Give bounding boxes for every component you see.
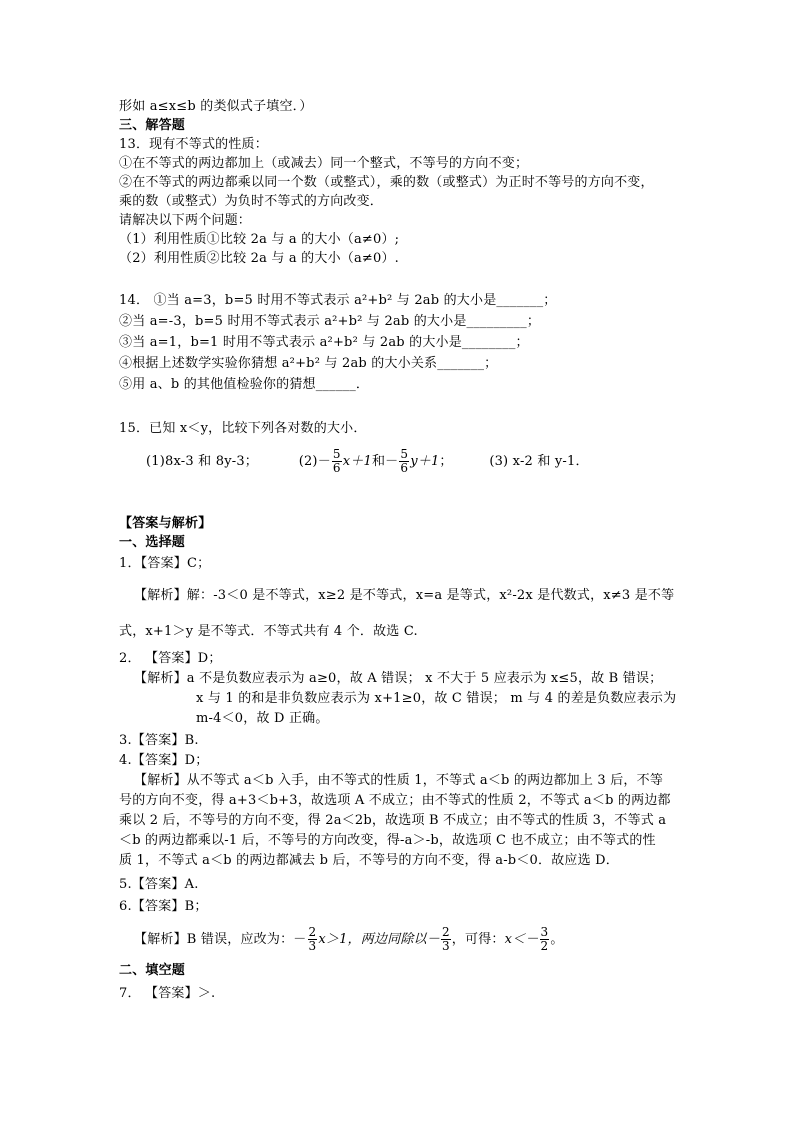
text-line: ②当 a=-3，b=5 时用不等式表示 a²+b² 与 2ab 的大小是_________； — [119, 314, 541, 329]
text-line: 形如 a≤x≤b 的类似式子填空．） — [119, 99, 313, 114]
section-heading: 三、解答题 — [119, 118, 186, 133]
explanation-line: m-4＜0，故 D 正确。 — [196, 711, 329, 726]
text-line: 请解决以下两个问题： — [119, 213, 252, 228]
question-15-parts: (1)8x-3 和 8y-3； (2)－ $\frac{5}{6}$ x＋1和－ $\frac{5}{6}$ y＋1； (3) x-2 和 y-1． — [146, 447, 589, 475]
text-line: ③当 a=1，b=1 时用不等式表示 a²+b² 与 2ab 的大小是________； — [119, 335, 529, 350]
question-13: 13．现有不等式的性质： — [119, 137, 268, 152]
answer-3: 3.【答案】B. — [119, 733, 199, 748]
explanation-line: 乘以 2 后，不等号的方向不变，得 2a＜2b，故选项 B 不成立；由不等式的性质 3，不等式 a — [119, 813, 667, 828]
explanation-line: ＜b 的两边都乘以-1 后，不等号的方向改变，得-a＞-b，故选项 C 也不成立；由不等式的性 — [119, 833, 656, 848]
text-line: （1）利用性质①比较 2a 与 a 的大小（a≠0）; — [119, 232, 400, 247]
fraction: $\frac{2}{3}$ — [441, 925, 450, 953]
explanation-line: 【解析】B 错误，应改为：－ $\frac{2}{3}$ x＞1，两边同除以－ $\frac{2}{3}$ ，可得：x＜－ $\frac{3}{2}$ 。 — [134, 925, 564, 953]
answer-7: 7． 【答案】＞. — [119, 986, 216, 1001]
explanation-line: 【解析】a 不是负数应表示为 a≥0，故 A 错误； x 不大于 5 应表示为 x≤5，故 B 错误； — [134, 671, 663, 686]
explanation-line: x 与 1 的和是非负数应表示为 x+1≥0，故 C 错误； m 与 4 的差是负数应表示为 — [196, 691, 677, 706]
answers-title: 【答案与解析】 — [119, 516, 212, 531]
part-1: (1)8x-3 和 8y-3； — [146, 454, 258, 469]
section-heading: 一、选择题 — [119, 535, 186, 550]
fraction: $\frac{2}{3}$ — [308, 925, 317, 953]
text-line: 乘的数（或整式）为负时不等式的方向改变． — [119, 194, 384, 209]
fraction: $\frac{5}{6}$ — [400, 447, 409, 475]
answer-6: 6.【答案】B； — [119, 899, 208, 914]
question-14: 14． ①当 a=3，b=5 时用不等式表示 a²+b² 与 2ab 的大小是_______； — [119, 293, 557, 308]
part-3: (3) x-2 和 y-1． — [489, 454, 589, 469]
fraction: $\frac{5}{6}$ — [332, 447, 341, 475]
fraction: $\frac{3}{2}$ — [540, 925, 549, 953]
text-line: （2）利用性质②比较 2a 与 a 的大小（a≠0）. — [119, 251, 400, 266]
answer-5: 5.【答案】A. — [119, 877, 199, 892]
text-line: ①在不等式的两边都加上（或减去）同一个整式，不等号的方向不变； — [119, 156, 529, 171]
text-line: ②在不等式的两边都乘以同一个数（或整式），乘的数（或整式）为正时不等号的方向不变， — [119, 175, 654, 190]
explanation-line: 号的方向不变，得 a+3＜b+3，故选项 A 不成立；由不等式的性质 2，不等式 a＜b 的两边都 — [119, 793, 671, 808]
text-line: ④根据上述数学实验你猜想 a²+b² 与 2ab 的大小关系_______； — [119, 356, 498, 371]
explanation-line: 【解析】解：-3＜0 是不等式，x≥2 是不等式，x=a 是等式，x²-2x 是代数式，x≠3 是不等 — [134, 588, 675, 603]
part-2-prefix: (2)－ — [298, 454, 331, 469]
section-heading: 二、填空题 — [119, 963, 186, 978]
explanation-line: 质 1，不等式 a＜b 的两边都减去 b 后，不等号的方向不变，得 a-b＜0．故应选 D． — [119, 853, 619, 868]
text-line: ⑤用 a、b 的其他值检验你的猜想______． — [119, 377, 370, 392]
explanation-line: 【解析】从不等式 a＜b 入手，由不等式的性质 1，不等式 a＜b 的两边都加上 3 后，不等 — [134, 773, 664, 788]
question-15: 15．已知 x＜y，比较下列各对数的大小． — [119, 421, 367, 436]
answer-2: 2． 【答案】D； — [119, 651, 222, 666]
answer-1: 1．【答案】C； — [119, 556, 211, 571]
explanation-line: 式，x+1＞y 是不等式．不等式共有 4 个．故选 C. — [119, 624, 418, 639]
answer-4: 4.【答案】D； — [119, 753, 209, 768]
